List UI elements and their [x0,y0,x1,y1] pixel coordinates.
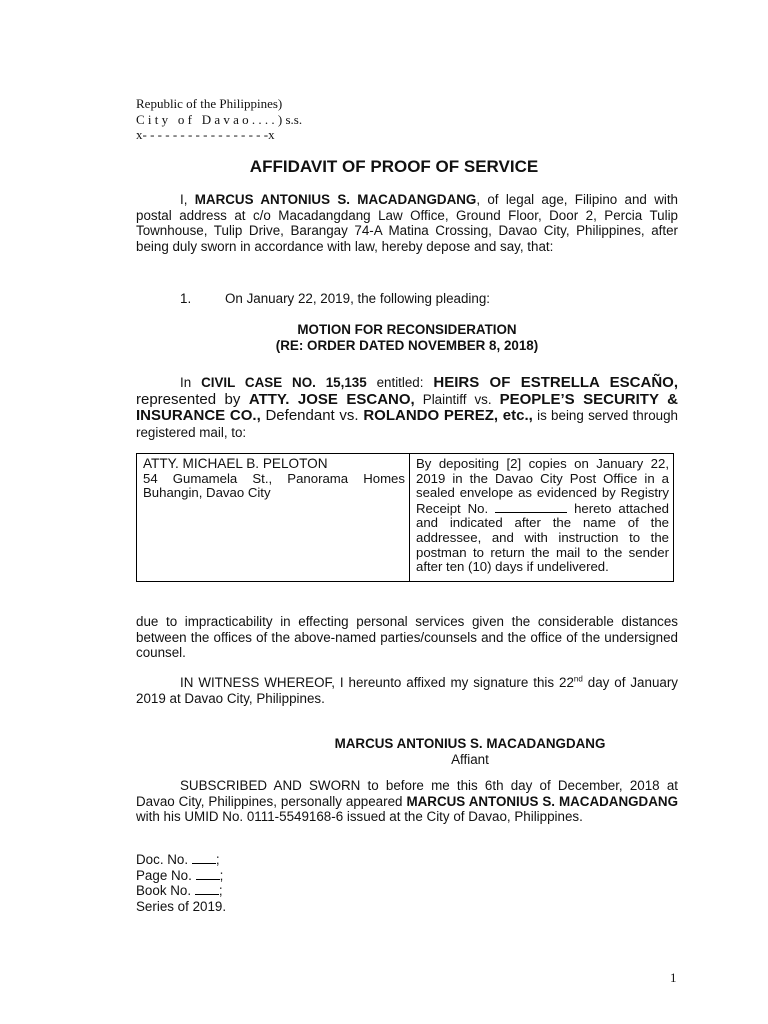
case-defendant: PEOPLE’S SECURITY & INSURANCE CO., [136,390,678,424]
pleading-subtitle: (RE: ORDER DATED NOVEMBER 8, 2018) [275,338,539,353]
case-text-2: entitled: [366,375,434,390]
receipt-number-blank [495,501,567,513]
service-table [136,453,674,582]
method-cell [410,454,674,582]
affiant-signature-name: MARCUS ANTONIUS S. MACADANGDANG [334,736,606,751]
book-semicolon: ; [218,883,223,898]
case-paragraph [136,375,678,441]
affiant-label: Affiant [451,752,489,767]
intro-paragraph [136,192,678,254]
case-number: CIVIL CASE NO. 15,135 [201,375,367,390]
intro-text: , of legal age, Filipino and with postal address at c/o Macadangdang Law Office, Ground Floor, Door 2, Percia Tulip Townhouse, Tulip Drive, Barangay 74-A Matina Crossing, Davao City, Philippines, after being duly sworn in accordance with law, hereby depose and say, that: [136,192,679,254]
case-text-1: In [180,375,202,390]
doc-number [136,852,226,868]
case-defendant-2: ROLANDO PEREZ, etc., [363,407,533,424]
jurat-text: SUBSCRIBED AND SWORN to before me this 6th day of December, 2018 at Davao City, Philippines, personally appeared [136,778,678,809]
case-text-3: represented by [136,390,249,408]
doc-label: Doc. No. [136,852,192,867]
caption-republic: Republic of the Philippines) [136,96,283,111]
witness-paragraph [136,675,678,706]
book-label: Book No. [136,883,195,898]
case-text-4: Plaintiff vs. [414,391,500,407]
addressee-cell [137,454,410,582]
book-blank [195,883,219,895]
jurat-paragraph [136,778,678,825]
page-label: Page No. [136,867,196,883]
caption-divider: x- - - - - - - - - - - - - - - - -x [136,127,275,142]
item-text: On January 22, 2019, the following pleading: [225,291,491,306]
item-number: 1. [180,291,192,306]
page-blank [196,868,220,880]
case-text-5: Defendant vs. [260,407,364,424]
witness-text: IN WITNESS WHEREOF, I hereunto affixed my signature this 22 [180,675,574,690]
intro-prefix: I, [180,192,195,207]
method-text: By depositing [2] copies on January 22, 2019 in the Davao City Post Office in a sealed envelope as evidenced by Registry Receipt No. [416,456,669,516]
jurat-text-2: with his UMID No. 0111-5549168-6 issued at the City of Davao, Philippines. [136,809,583,824]
witness-text-2: day of January 2019 at Davao City, Philippines. [136,675,678,706]
jurat-affiant-name: MARCUS ANTONIUS S. MACADANGDANG [406,793,678,809]
doc-semicolon: ; [215,852,220,867]
doc-blank [192,852,216,864]
case-text-6: is being served through registered mail, to: [136,408,678,440]
reason-paragraph: due to impracticability in effecting personal services given the considerable distances between the offices of the above-named parties/counsels and the office of the undersigned counsel. [136,614,678,660]
method-text-2: hereto attached and indicated after the name of the addressee, and with instruction to the postman to return the mail to the sender after ten (10) days if undelivered. [416,500,669,575]
caption-city: C i t y o f D a v a o . . . . ) s.s. [136,112,303,127]
page-semicolon: ; [219,867,224,883]
addressee-name: ATTY. MICHAEL B. PELOTON [143,456,328,471]
series: Series of 2019. [136,898,227,914]
ordinal-suffix: nd [573,674,583,684]
page-number-entry [136,868,226,884]
addressee-address: 54 Gumamela St., Panorama Homes Buhangin, Davao City [143,470,405,501]
pleading-title: MOTION FOR RECONSIDERATION [297,322,517,337]
case-representative: ATTY. JOSE ESCANO, [248,390,415,408]
table-row [137,454,674,582]
page-number: 1 [670,970,677,985]
case-plaintiff: HEIRS OF ESTRELLA ESCAÑO, [433,374,679,391]
book-number [136,883,226,899]
affiant-name: MARCUS ANTONIUS S. MACADANGDANG [194,192,477,207]
notarial-details [136,852,226,914]
document-title: AFFIDAVIT OF PROOF OF SERVICE [249,157,539,176]
